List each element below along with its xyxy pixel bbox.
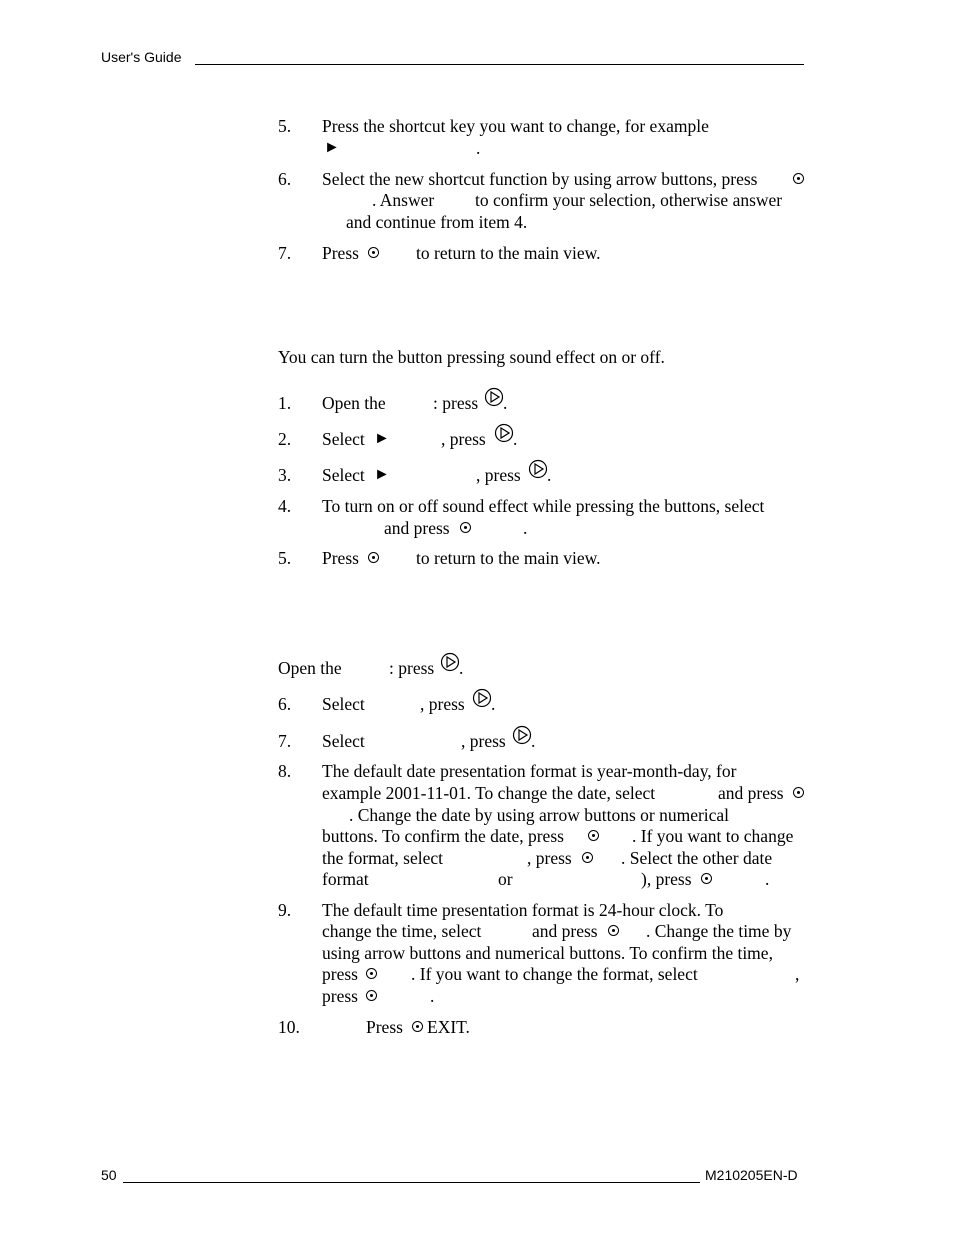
list-item-text: Press the shortcut key you want to change, for example — [322, 116, 709, 136]
play-button-icon — [512, 724, 532, 746]
list-item-number: 5. — [278, 116, 292, 136]
right-arrow-icon: ► — [374, 430, 390, 447]
list-item-text: . Select the other date — [621, 848, 773, 868]
list-item-text: , press — [527, 848, 572, 868]
list-item-text: Select — [322, 731, 365, 751]
list-item-number: 7. — [278, 243, 292, 263]
list-item-number: 8. — [278, 761, 292, 781]
list-item-number: 5. — [278, 548, 292, 568]
button-icon — [368, 247, 379, 258]
list-item-number: 6. — [278, 694, 292, 714]
list-item-number: 10. — [278, 1017, 300, 1037]
list-item-text: : press — [433, 393, 479, 413]
list-item-text: Press — [322, 548, 359, 568]
list-item-text: and press — [718, 783, 784, 803]
list-item-text: Select — [322, 694, 365, 714]
list-item-text: example 2001-11-01. To change the date, select — [322, 783, 656, 803]
list-item-text: . — [491, 694, 496, 714]
list-item-text: to return to the main view. — [416, 243, 601, 263]
list-item-text: or — [498, 869, 513, 889]
list-item-text: . — [765, 869, 770, 889]
list-item-text: The default date presentation format is year-month-day, for — [322, 761, 737, 781]
list-item-text: buttons. To confirm the date, press — [322, 826, 564, 846]
list-item-text: and press — [384, 518, 450, 538]
paragraph: Open the — [278, 658, 342, 678]
paragraph: . — [459, 658, 464, 678]
list-item-text: the format, select — [322, 848, 443, 868]
list-item-number: 9. — [278, 900, 292, 920]
button-icon — [412, 1021, 423, 1032]
list-item-text: . — [476, 138, 481, 158]
list-item-number: 4. — [278, 496, 292, 516]
list-item-text: To turn on or off sound effect while pressing the buttons, select — [322, 496, 765, 516]
list-item-text: using arrow buttons and numerical buttons. To confirm the time, — [322, 943, 773, 963]
header-rule — [195, 64, 804, 65]
list-item-text: . — [523, 518, 528, 538]
list-item-text: Open the — [322, 393, 386, 413]
list-item-number: 6. — [278, 169, 292, 189]
list-item-text: , — [795, 964, 800, 984]
list-item-text: . If you want to change — [632, 826, 794, 846]
list-item-text: Press — [322, 243, 359, 263]
footer-rule — [123, 1182, 700, 1183]
list-item-text: and press — [532, 921, 598, 941]
button-icon — [582, 852, 593, 863]
list-item-text: and continue from item 4. — [346, 212, 528, 232]
list-item-text: . Answer — [372, 190, 435, 210]
list-item-text: , press — [420, 694, 465, 714]
list-item-text: format — [322, 869, 369, 889]
list-item-text: . — [547, 465, 552, 485]
button-icon — [608, 925, 619, 936]
list-item-text: . — [430, 986, 435, 1006]
list-item-text: The default time presentation format is 24-hour clock. To — [322, 900, 724, 920]
list-item-text: Press — [366, 1017, 403, 1037]
document-code: M210205EN-D — [705, 1167, 798, 1183]
list-item-text: . Change the date by using arrow buttons or numerical — [349, 805, 730, 825]
play-button-icon — [528, 458, 548, 480]
button-icon — [793, 787, 804, 798]
list-item-text: Select — [322, 465, 365, 485]
button-icon — [588, 830, 599, 841]
list-item-text: , press — [461, 731, 506, 751]
running-header: User's Guide — [101, 49, 182, 65]
list-item-text: to return to the main view. — [416, 548, 601, 568]
list-item-text: . — [531, 731, 536, 751]
list-item-text: press — [322, 964, 358, 984]
button-icon — [366, 990, 377, 1001]
right-arrow-icon: ► — [324, 139, 340, 156]
list-item-text: . — [503, 393, 508, 413]
list-item-text: ), press — [641, 869, 692, 889]
list-item-text: . If you want to change the format, select — [411, 964, 698, 984]
page-number: 50 — [101, 1167, 117, 1183]
paragraph: You can turn the button pressing sound effect on or off. — [278, 347, 665, 367]
right-arrow-icon: ► — [374, 466, 390, 483]
list-item-text: Select — [322, 429, 365, 449]
button-icon — [793, 173, 804, 184]
list-item-number: 7. — [278, 731, 292, 751]
list-item-text: to confirm your selection, otherwise answer — [475, 190, 783, 210]
list-item-text: Select the new shortcut function by using arrow buttons, press — [322, 169, 758, 189]
list-item-text: EXIT. — [427, 1017, 470, 1037]
list-item-text: . — [513, 429, 518, 449]
button-icon — [368, 552, 379, 563]
list-item-text: , press — [476, 465, 521, 485]
list-item-number: 1. — [278, 393, 292, 413]
play-button-icon — [484, 386, 504, 408]
button-icon — [366, 968, 377, 979]
list-item-text: press — [322, 986, 358, 1006]
button-icon — [701, 873, 712, 884]
list-item-text: . Change the time by — [646, 921, 792, 941]
list-item-number: 2. — [278, 429, 292, 449]
play-button-icon — [494, 422, 514, 444]
play-button-icon — [472, 687, 492, 709]
list-item-text: change the time, select — [322, 921, 482, 941]
button-icon — [460, 522, 471, 533]
list-item-text: , press — [441, 429, 486, 449]
play-button-icon — [440, 651, 460, 673]
list-item-number: 3. — [278, 465, 292, 485]
paragraph: : press — [389, 658, 435, 678]
